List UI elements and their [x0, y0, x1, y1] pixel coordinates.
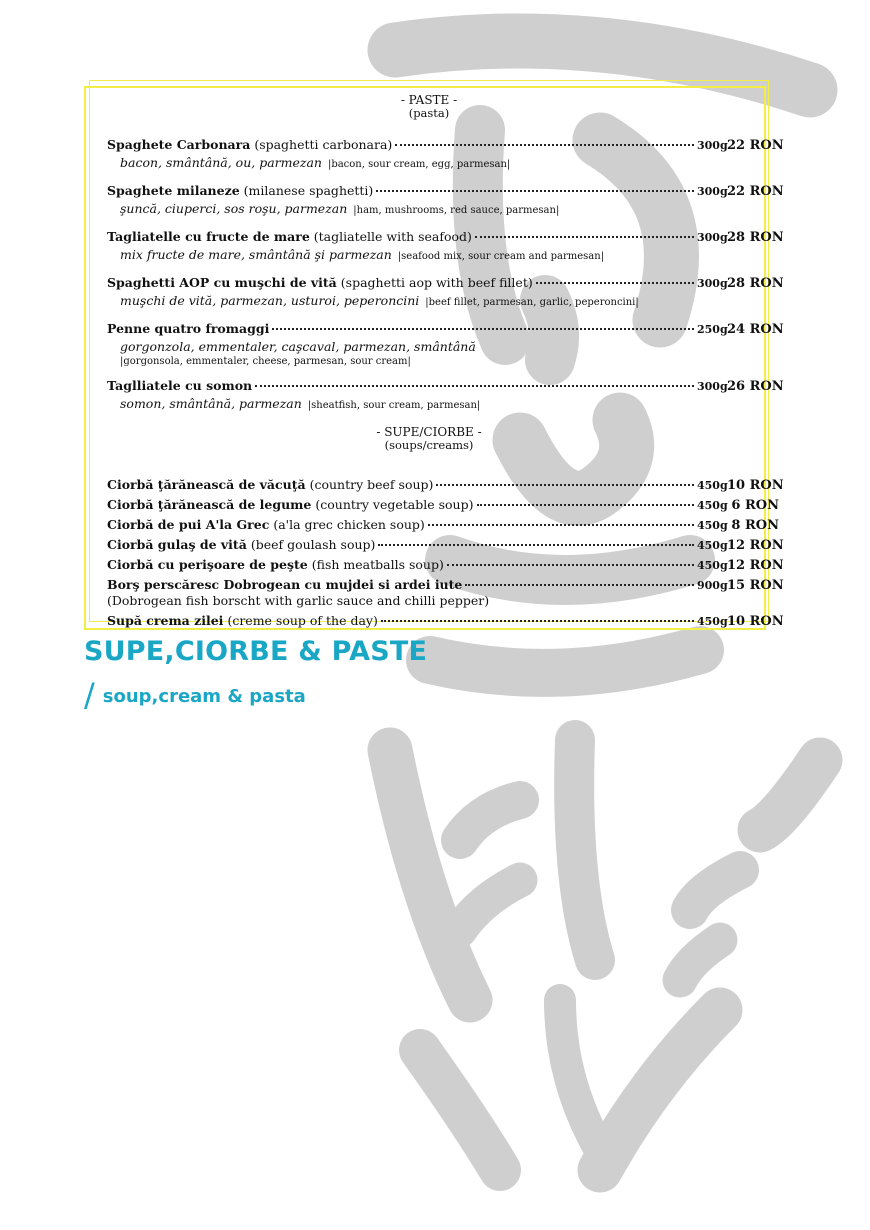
item-price: 22 RON [727, 137, 784, 153]
item-price: 15 RON [727, 577, 784, 593]
item-name: Spaghete Carbonara [107, 136, 251, 152]
dot-leader [477, 504, 695, 506]
item-description: muşchi de vită, parmezan, usturoi, peperoncini [120, 292, 420, 308]
item-description-en: |gorgonsola, emmentaler, cheese, parmesan, sour cream| [120, 355, 411, 367]
item-weight: 900g [697, 578, 728, 592]
item-name: Ciorbă gulaş de vită [107, 536, 247, 552]
dot-leader [381, 620, 694, 622]
page-subtitle [84, 672, 306, 714]
item-weight: 300g [697, 230, 728, 244]
menu-item [107, 535, 784, 555]
dot-leader [465, 584, 694, 586]
item-price: 28 RON [727, 275, 784, 291]
item-name: Penne quatro fromaggi [107, 320, 270, 336]
item-description-en: |sheatfish, sour cream, parmesan| [307, 399, 481, 411]
paste-title: - PASTE - [400, 93, 458, 107]
dot-leader [272, 328, 694, 330]
item-price: 22 RON [727, 183, 784, 199]
item-name: Spaghete milaneze [107, 182, 240, 198]
item-price: 8 RON [731, 517, 779, 533]
item-price: 12 RON [727, 557, 784, 573]
item-name-en: (spaghetti carbonara) [254, 136, 393, 152]
menu-item [107, 274, 784, 311]
dot-leader [436, 484, 694, 486]
item-weight: 300g [697, 138, 728, 152]
item-weight: 450g [697, 498, 728, 512]
dot-leader [447, 564, 694, 566]
item-price: 28 RON [727, 229, 784, 245]
item-weight: 450g [697, 518, 728, 532]
item-name: Ciorbă ţărănească de legume [107, 496, 312, 512]
item-name-en: (a'la grec chicken soup) [273, 516, 425, 532]
item-name: Ciorbă ţărănească de văcuţă [107, 476, 306, 492]
item-weight: 450g [697, 478, 728, 492]
item-description: somon, smântână, parmezan [120, 395, 302, 411]
item-name: Ciorbă cu perişoare de peşte [107, 556, 308, 572]
item-name-en: (fish meatballs soup) [311, 556, 444, 572]
item-description-en: |ham, mushrooms, red sauce, parmesan| [353, 204, 560, 216]
item-price: 6 RON [731, 497, 779, 513]
paste-section-header [79, 94, 779, 120]
menu-item [107, 495, 779, 515]
menu-item [107, 611, 784, 631]
item-description: bacon, smântână, ou, parmezan [120, 154, 322, 170]
item-price: 10 RON [727, 613, 784, 629]
paste-subtitle: (pasta) [408, 106, 450, 121]
item-weight: 300g [697, 379, 728, 393]
item-description: gorgonzola, emmentaler, caşcaval, parmezan, smântână [120, 338, 476, 354]
item-note: (Dobrogean fish borscht with garlic sauce and chilli pepper) [107, 592, 490, 608]
item-weight: 450g [697, 614, 728, 628]
item-name-en: (spaghetti aop with beef fillet) [340, 274, 533, 290]
dot-leader [428, 524, 694, 526]
item-name-en: (country beef soup) [309, 476, 434, 492]
menu-list [107, 93, 784, 631]
item-name-en: (milanese spaghetti) [243, 182, 374, 198]
item-weight: 300g [697, 276, 728, 290]
item-description-en: |beef fillet, parmesan, garlic, peperoncini| [425, 296, 639, 308]
item-description: mix fructe de mare, smântână şi parmezan [120, 246, 392, 262]
item-weight: 250g [697, 322, 728, 336]
item-weight: 450g [697, 538, 728, 552]
item-name: Taglliatele cu somon [107, 377, 253, 393]
item-description-en: |bacon, sour cream, egg, parmesan| [327, 158, 511, 170]
supe-subtitle: (soups/creams) [384, 438, 474, 453]
page-title: SUPE,CIORBE & PASTE [84, 636, 428, 667]
item-price: 10 RON [727, 477, 784, 493]
menu-item [107, 555, 784, 575]
menu-item [107, 575, 784, 595]
item-name: Ciorbă de pui A'la Grec [107, 516, 270, 532]
menu-item [107, 182, 784, 219]
dot-leader [376, 190, 694, 192]
item-description: şuncă, ciuperci, sos roşu, parmezan [120, 200, 348, 216]
item-name-en: (beef goulash soup) [250, 536, 376, 552]
menu-item [107, 377, 784, 414]
item-name: Supă crema zilei [107, 612, 224, 628]
item-price: 12 RON [727, 537, 784, 553]
item-name-en: (tagliatelle with seafood) [313, 228, 472, 244]
menu-item [107, 320, 784, 368]
item-name-en: (country vegetable soup) [315, 496, 474, 512]
menu-item [107, 136, 784, 173]
item-name: Tagliatelle cu fructe de mare [107, 228, 310, 244]
menu-item [107, 515, 779, 535]
item-price: 24 RON [727, 321, 784, 337]
item-price: 26 RON [727, 378, 784, 394]
page-subtitle-text: soup,cream & pasta [102, 686, 306, 707]
menu-item [107, 475, 784, 495]
item-description-en: |seafood mix, sour cream and parmesan| [397, 250, 605, 262]
item-name-en: (creme soup of the day) [227, 612, 378, 628]
slash-mark: / [84, 676, 95, 714]
soup-list [107, 475, 784, 631]
dot-leader [475, 236, 694, 238]
item-name: Spaghetti AOP cu muşchi de vită [107, 274, 337, 290]
item-weight: 450g [697, 558, 728, 572]
supe-title: - SUPE/CIORBE - [376, 424, 482, 439]
dot-leader [255, 385, 694, 387]
dot-leader [395, 144, 694, 146]
supe-section-header [79, 426, 779, 452]
item-weight: 300g [697, 184, 728, 198]
dot-leader [536, 282, 694, 284]
dot-leader [378, 544, 694, 546]
menu-item [107, 228, 784, 265]
item-name: Borş perscăresc Dobrogean cu mujdei si ardei iute [107, 576, 463, 592]
